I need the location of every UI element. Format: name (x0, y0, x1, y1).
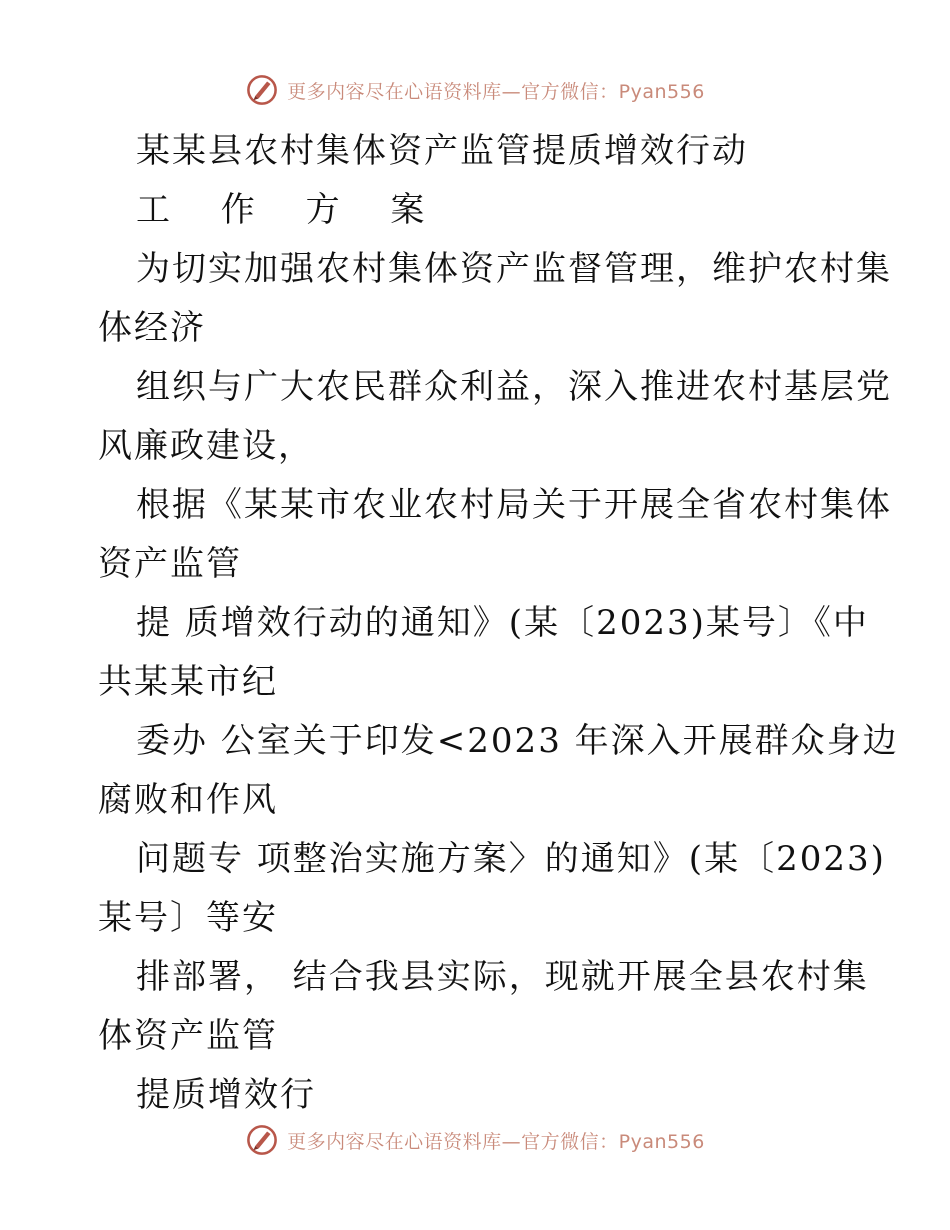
document-title: 某某县农村集体资产监管提质增效行动 (136, 131, 748, 171)
watermark-top (0, 70, 950, 110)
text-line: 体经济 (98, 308, 206, 348)
text-line: 为切实加强农村集体资产监督管理，维护农村集 (136, 249, 892, 289)
text-line: 某号〕等安 (98, 898, 278, 938)
text-line: 提质增效行 (136, 1075, 316, 1115)
text-line: 风廉政建设， (98, 426, 314, 466)
text-line: 组织与广大农民群众利益，深入推进农村基层党 (136, 367, 892, 407)
pen-logo-icon (245, 1123, 279, 1157)
text-line: 资产监管 (98, 544, 242, 584)
text-line: 排部署， 结合我县实际，现就开展全县农村集 (136, 957, 869, 997)
text-line: 问题专 项整治实施方案〉的通知》(某〔2023) (136, 839, 886, 879)
text-line: 提 质增效行动的通知》(某〔2023)某号〕《中 (136, 603, 869, 643)
watermark-text: 更多内容尽在心语资料库—官方微信：Pyan556 (287, 80, 705, 103)
text-line: 腐败和作风 (98, 780, 278, 820)
document-body (98, 122, 899, 1125)
document-subtitle: 工 作 方 案 (136, 190, 445, 230)
text-line: 共某某市纪 (98, 662, 278, 702)
text-line: 委办 公室关于印发<2023 年深入开展群众身边 (136, 721, 899, 761)
watermark-bottom (0, 1120, 950, 1160)
text-line: 根据《某某市农业农村局关于开展全省农村集体 (136, 485, 892, 525)
watermark-text: 更多内容尽在心语资料库—官方微信：Pyan556 (287, 1130, 705, 1153)
text-line: 体资产监管 (98, 1016, 278, 1056)
pen-logo-icon (245, 73, 279, 107)
